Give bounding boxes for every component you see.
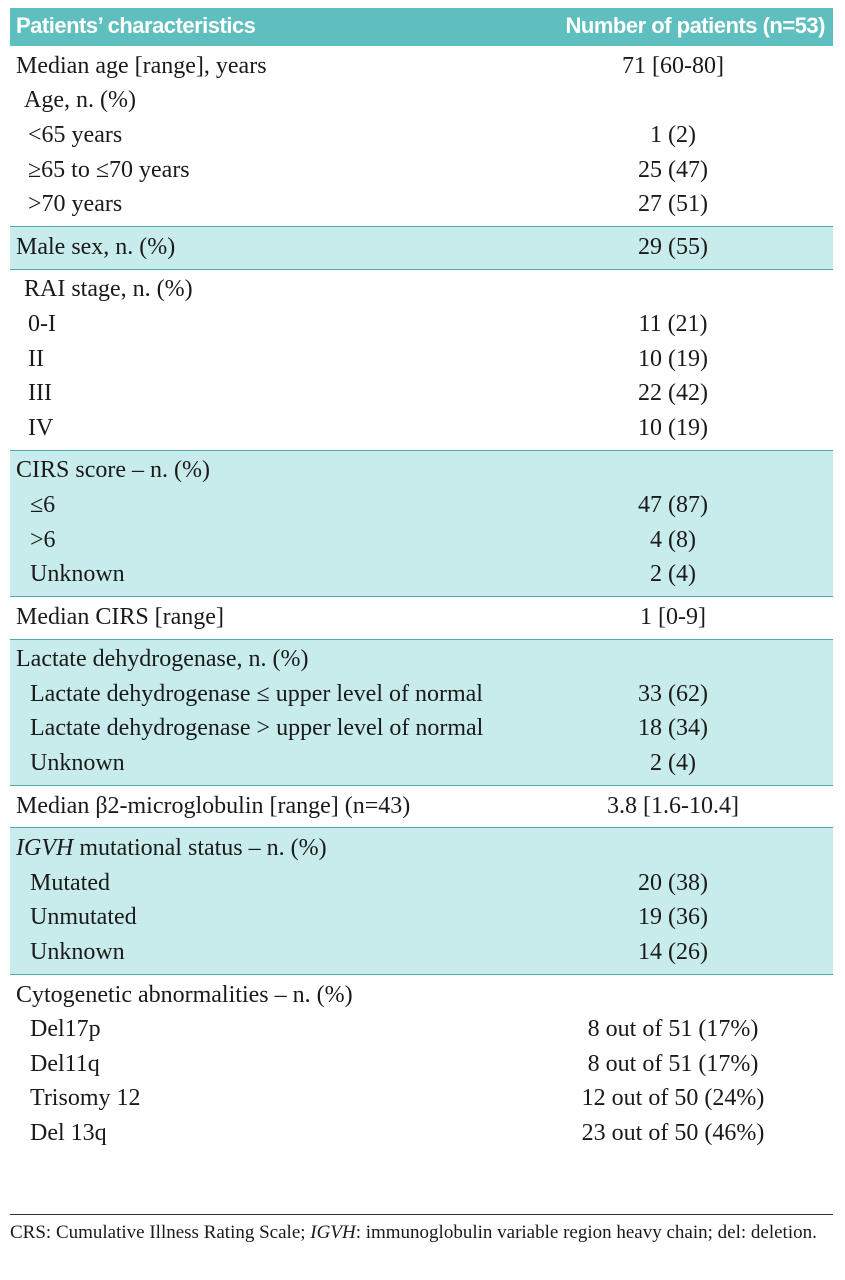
row-value: 8 out of 51 (17%): [587, 1016, 759, 1043]
row-label: Median age [range], years: [16, 52, 267, 79]
row-label: CIRS score – n. (%): [16, 457, 210, 484]
table-row: [10, 230, 833, 265]
table-section: [10, 227, 833, 270]
table-section: [10, 270, 833, 451]
table-row: [10, 1012, 833, 1047]
table-row: [10, 600, 833, 635]
row-value: 19 (36): [638, 904, 708, 931]
row-label: >6: [30, 526, 56, 553]
footnote-italic: IGVH: [310, 1222, 356, 1243]
table-header: [10, 8, 833, 46]
row-value: 8 out of 51 (17%): [587, 1050, 759, 1077]
row-label: Unknown: [30, 750, 125, 777]
row-label: Cytogenetic abnormalities – n. (%): [16, 981, 353, 1008]
table-row: [10, 557, 833, 592]
row-value: 1 [0-9]: [640, 603, 706, 630]
row-value: 2 (4): [650, 750, 696, 777]
table-row: [10, 84, 833, 119]
row-value: 3.8 [1.6-10.4]: [607, 792, 739, 819]
table-row: [10, 935, 833, 970]
row-value: 14 (26): [638, 939, 708, 966]
row-value: 18 (34): [638, 715, 708, 742]
table-row: [10, 153, 833, 188]
row-value: 20 (38): [638, 869, 708, 896]
table-row: [10, 712, 833, 747]
row-value: 2 (4): [650, 561, 696, 588]
row-label: Del11q: [30, 1050, 100, 1077]
row-value: 27 (51): [638, 191, 708, 218]
table-row: [10, 831, 833, 866]
row-value: 1 (2): [650, 121, 696, 148]
row-label: Unknown: [30, 939, 125, 966]
table-row: [10, 376, 833, 411]
row-label: Lactate dehydrogenase ≤ upper level of normal: [30, 680, 483, 707]
table-row: [10, 273, 833, 308]
row-value: 10 (19): [638, 414, 708, 441]
table-section: [10, 46, 833, 227]
table-row: [10, 411, 833, 446]
table-row: [10, 307, 833, 342]
table-section: [10, 786, 833, 829]
table-row: [10, 746, 833, 781]
table-section: [10, 975, 833, 1155]
table-row: [10, 118, 833, 153]
row-label: <65 years: [28, 121, 123, 148]
footnote-part-1: CRS: Cumulative Illness Rating Scale;: [10, 1222, 311, 1243]
table-row: [10, 488, 833, 523]
table-row: [10, 187, 833, 222]
row-label: Unmutated: [30, 904, 137, 931]
header-number-of-patients: Number of patients (n=53): [565, 13, 825, 38]
table-row: [10, 49, 833, 84]
table-row: [10, 866, 833, 901]
row-label: Median β2-microglobulin [range] (n=43): [16, 792, 411, 819]
table-row: [10, 978, 833, 1013]
row-label: >70 years: [28, 191, 123, 218]
row-value: 47 (87): [638, 491, 708, 518]
row-value: 71 [60-80]: [622, 52, 724, 79]
row-label: Age, n. (%): [24, 87, 136, 114]
table-row: [10, 789, 833, 824]
table-body: [10, 46, 833, 1155]
row-label: Trisomy 12: [30, 1085, 141, 1112]
table-row: [10, 677, 833, 712]
table-section: [10, 597, 833, 640]
table-row: [10, 342, 833, 377]
table-section: [10, 828, 833, 974]
row-label: RAI stage, n. (%): [24, 276, 193, 303]
footnote-part-2: : immunoglobulin variable region heavy chain; del: deletion.: [355, 1222, 817, 1243]
table-row: [10, 523, 833, 558]
row-value: 4 (8): [650, 526, 696, 553]
row-value: 10 (19): [638, 345, 708, 372]
row-label: Mutated: [30, 869, 110, 896]
row-label: Lactate dehydrogenase, n. (%): [16, 646, 309, 673]
row-label: 0-I: [28, 310, 56, 337]
row-label: Male sex, n. (%): [16, 233, 176, 260]
table-row: [10, 454, 833, 489]
row-label: Unknown: [30, 561, 125, 588]
table-row: [10, 1082, 833, 1117]
table-section: [10, 451, 833, 597]
header-characteristics: Patients’ characteristics: [16, 13, 256, 38]
row-value: 25 (47): [638, 156, 708, 183]
row-label: II: [28, 345, 44, 372]
row-value: 23 out of 50 (46%): [581, 1120, 765, 1147]
row-label: ≤6: [30, 491, 56, 518]
table-section: [10, 640, 833, 786]
row-label: ≥65 to ≤70 years: [28, 156, 190, 183]
table-row: [10, 1116, 833, 1151]
table-row: [10, 1047, 833, 1082]
row-label: Del 13q: [30, 1120, 107, 1147]
row-label: Median CIRS [range]: [16, 603, 224, 630]
row-label: Lactate dehydrogenase > upper level of normal: [30, 715, 484, 742]
table-footnote: [10, 1214, 833, 1245]
table-row: [10, 643, 833, 678]
row-value: 22 (42): [638, 380, 708, 407]
row-value: 33 (62): [638, 680, 708, 707]
row-value: 11 (21): [638, 310, 708, 337]
row-value: 29 (55): [638, 233, 708, 260]
row-label: Del17p: [30, 1016, 101, 1043]
row-value: 12 out of 50 (24%): [581, 1085, 765, 1112]
row-label: III: [28, 380, 52, 407]
table-row: [10, 901, 833, 936]
patient-characteristics-table: [10, 8, 833, 1155]
row-label: IV: [28, 414, 54, 441]
row-label: IGVH mutational status – n. (%): [16, 835, 327, 862]
